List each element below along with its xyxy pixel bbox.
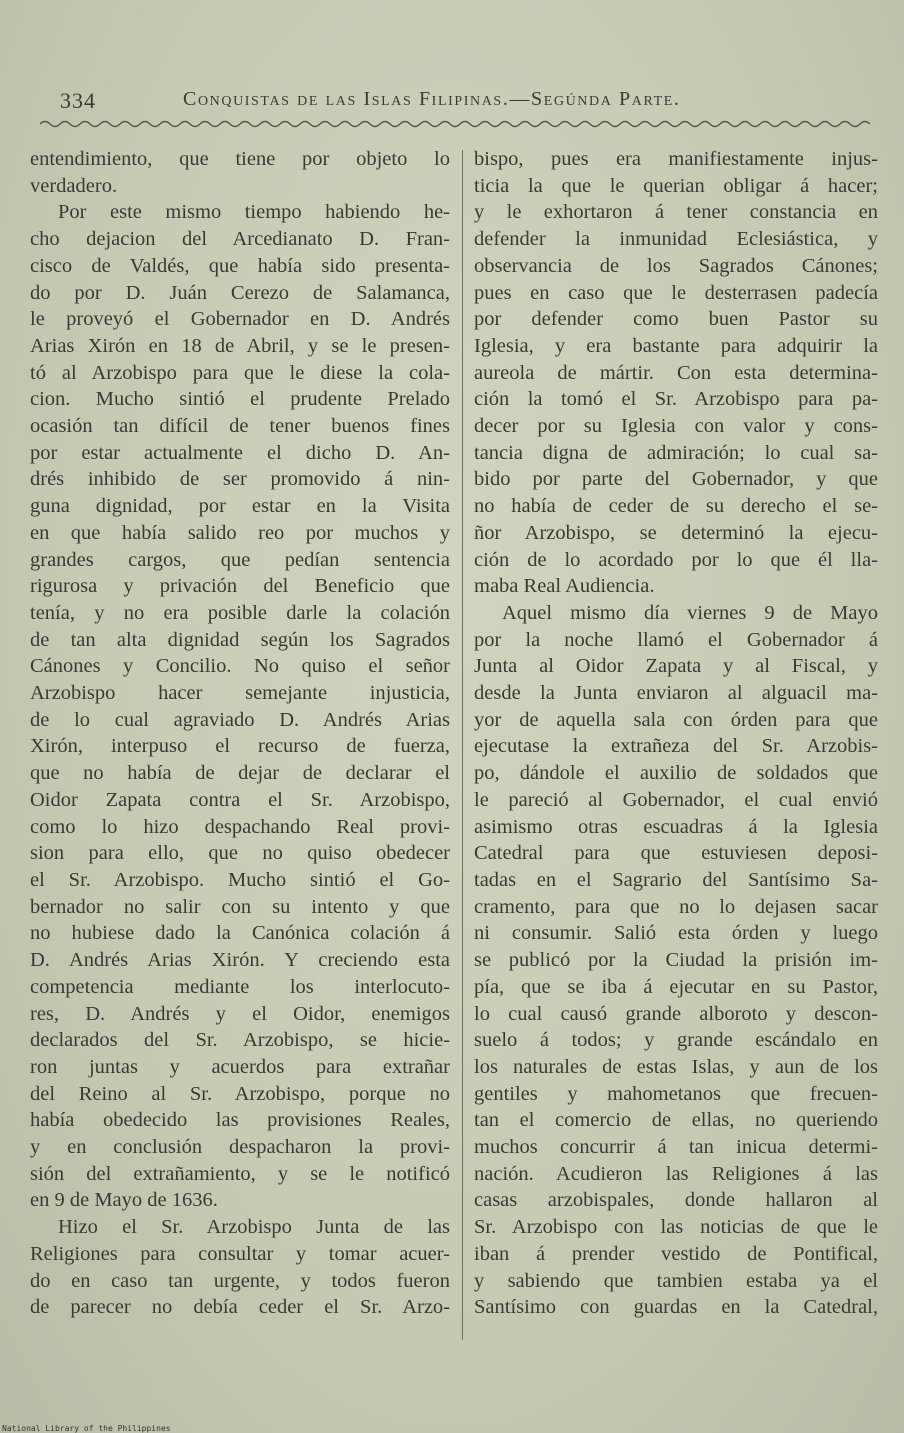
text-line: y en conclusión despacharon la provi-: [30, 1136, 450, 1159]
text-line: nación. Acudieron las Religiones á las: [474, 1162, 878, 1185]
text-line: cho dejacion del Arcedianato D. Fran-: [30, 228, 450, 251]
text-line: grandes cargos, que pedían sentencia: [30, 548, 450, 571]
text-line: ron juntas y acuerdos para extrañar: [30, 1055, 450, 1078]
text-line: Santísimo con guardas en la Catedral,: [474, 1296, 878, 1319]
text-line: por defender como buen Pastor su: [474, 308, 878, 331]
text-line: do por D. Juán Cerezo de Salamanca,: [30, 281, 450, 304]
text-line: casas arzobispales, donde hallaron al: [474, 1189, 878, 1212]
text-line: entendimiento, que tiene por objeto lo: [30, 148, 450, 170]
text-line: sión del extrañamiento, y se le notificó: [30, 1162, 450, 1185]
text-line: y sabiendo que tambien estaba ya el: [474, 1269, 878, 1292]
text-line: Oidor Zapata contra el Sr. Arzobispo,: [30, 788, 450, 811]
right-column: [474, 146, 878, 1321]
text-line: se publicó por la Ciudad la prisión im-: [474, 949, 878, 972]
text-line: de tan alta dignidad según los Sagrados: [30, 628, 450, 651]
text-line: de parecer no debía ceder el Sr. Arzo-: [30, 1296, 450, 1319]
text-line: Junta al Oidor Zapata y al Fiscal, y: [474, 655, 878, 678]
text-line: Por este mismo tiempo habiendo he-: [58, 201, 450, 224]
text-line: yor de aquella sala con órden para que: [474, 708, 878, 731]
text-line: Aquel mismo día viernes 9 de Mayo: [502, 601, 878, 624]
text-line: de lo cual agraviado D. Andrés Arias: [30, 708, 450, 731]
text-line: Arzobispo hacer semejante injusticia,: [30, 682, 450, 705]
text-line: rigurosa y privación del Beneficio que: [30, 575, 450, 598]
page-number: 334: [60, 88, 96, 113]
text-line: ni consumir. Salió esta órden y luego: [474, 922, 878, 945]
text-line: ticia la que le querian obligar á hacer;: [474, 174, 878, 197]
text-line: Hizo el Sr. Arzobispo Junta de las: [58, 1216, 450, 1239]
text-line: verdadero.: [30, 174, 118, 197]
text-line: y le exhortaron á tener constancia en: [474, 201, 878, 224]
text-line: do en caso tan urgente, y todos fueron: [30, 1269, 450, 1292]
text-line: Religiones para consultar y tomar acuer-: [30, 1242, 450, 1265]
text-line: tadas en el Sagrario del Santísimo Sa-: [474, 868, 878, 891]
scan-credit: National Library of the Philippines: [2, 1424, 171, 1433]
text-line: cramento, para que no lo dejasen sacar: [474, 895, 878, 918]
text-line: Catedral para que estuviesen deposi-: [474, 842, 878, 865]
text-line: desde la Junta enviaron al alguacil ma-: [474, 682, 878, 705]
text-line: sion para ello, que no quiso obedecer: [30, 842, 450, 865]
page-header: [58, 84, 838, 118]
text-line: por la noche llamó el Gobernador á: [474, 628, 878, 651]
text-line: pues en caso que le desterrasen padecía: [474, 281, 878, 304]
text-line: gentiles y mahometanos que frecuen-: [474, 1082, 878, 1105]
text-line: pía, que se iba á ejecutar en su Pastor,: [474, 975, 878, 998]
text-line: maba Real Audiencia.: [474, 575, 655, 598]
text-line: en que había salido reo por muchos y: [30, 521, 450, 544]
text-line: D. Andrés Arias Xirón. Y creciendo esta: [30, 949, 450, 972]
text-line: tenía, y no era posible darle la colación: [30, 601, 450, 624]
text-line: drés inhibido de ser promovido á nin-: [30, 468, 450, 491]
text-line: había obedecido las provisiones Reales,: [30, 1109, 450, 1132]
text-line: competencia mediante los interlocuto-: [30, 975, 450, 998]
text-line: en 9 de Mayo de 1636.: [30, 1189, 218, 1212]
text-line: no hubiese dado la Canónica colación á: [30, 922, 450, 945]
text-line: guna dignidad, por estar en la Visita: [30, 495, 450, 518]
text-line: decer por su Iglesia con valor y cons-: [474, 415, 878, 438]
text-line: observancia de los Sagrados Cánones;: [474, 254, 878, 277]
text-line: Sr. Arzobispo con las noticias de que le: [474, 1216, 878, 1239]
text-line: asimismo otras escuadras á la Iglesia: [474, 815, 878, 838]
text-line: ejecutase la extrañeza del Sr. Arzobis-: [474, 735, 878, 758]
running-title: Conquistas de las Islas Filipinas.—Segúnda Parte.: [183, 88, 681, 110]
text-line: Xirón, interpuso el recurso de fuerza,: [30, 735, 450, 758]
text-line: ción la tomó el Sr. Arzobispo para pa-: [474, 388, 878, 411]
text-line: Arias Xirón en 18 de Abril, y se le presen-: [30, 334, 450, 357]
text-line: muchos concurrir á tan inicua determi-: [474, 1136, 878, 1159]
text-line: el Sr. Arzobispo. Mucho sintió el Go-: [30, 868, 450, 891]
text-line: tancia digna de admiración; lo cual sa-: [474, 441, 878, 464]
text-line: por estar actualmente el dicho D. An-: [30, 441, 450, 464]
text-line: como lo hizo despachando Real provi-: [30, 815, 450, 838]
left-column: [30, 146, 450, 1321]
text-line: cion. Mucho sintió el prudente Prelado: [30, 388, 450, 411]
text-line: iban á prender vestido de Pontifical,: [474, 1242, 878, 1265]
text-line: declarados del Sr. Arzobispo, se hicie-: [30, 1029, 450, 1052]
text-line: Iglesia, y era bastante para adquirir la: [474, 334, 878, 357]
wavy-rule-ornament: [40, 117, 870, 131]
text-line: aureola de mártir. Con esta determina-: [474, 361, 878, 384]
text-line: del Reino al Sr. Arzobispo, porque no: [30, 1082, 450, 1105]
text-line: ñor Arzobispo, se determinó la ejecu-: [474, 521, 878, 544]
text-line: suelo á todos; y grande escándalo en: [474, 1029, 878, 1052]
text-line: res, D. Andrés y el Oidor, enemigos: [30, 1002, 450, 1025]
text-line: que no había de dejar de declarar el: [30, 762, 450, 785]
text-line: bernador no salir con su intento y que: [30, 895, 450, 918]
text-line: no había de ceder de su derecho el se-: [474, 495, 878, 518]
text-line: tó al Arzobispo para que le diese la cola-: [30, 361, 450, 384]
column-divider: [462, 150, 463, 1340]
text-line: Cánones y Concilio. No quiso el señor: [30, 655, 450, 678]
text-line: ocasión tan difícil de tener buenos fines: [30, 415, 450, 438]
text-line: bido por parte del Gobernador, y que: [474, 468, 878, 491]
text-line: cisco de Valdés, que había sido presenta-: [30, 254, 450, 277]
text-line: le proveyó el Gobernador en D. Andrés: [30, 308, 450, 331]
text-line: tan el comercio de ellas, no queriendo: [474, 1109, 878, 1132]
text-line: ción de lo acordado por lo que él lla-: [474, 548, 878, 571]
text-line: po, dándole el auxilio de soldados que: [474, 762, 878, 785]
text-line: lo cual causó grande alboroto y descon-: [474, 1002, 878, 1025]
text-line: le pareció al Gobernador, el cual envió: [474, 788, 878, 811]
text-line: los naturales de estas Islas, y aun de los: [474, 1055, 878, 1078]
text-line: defender la inmunidad Eclesiástica, y: [474, 228, 878, 251]
text-line: bispo, pues era manifiestamente injus-: [474, 148, 878, 170]
